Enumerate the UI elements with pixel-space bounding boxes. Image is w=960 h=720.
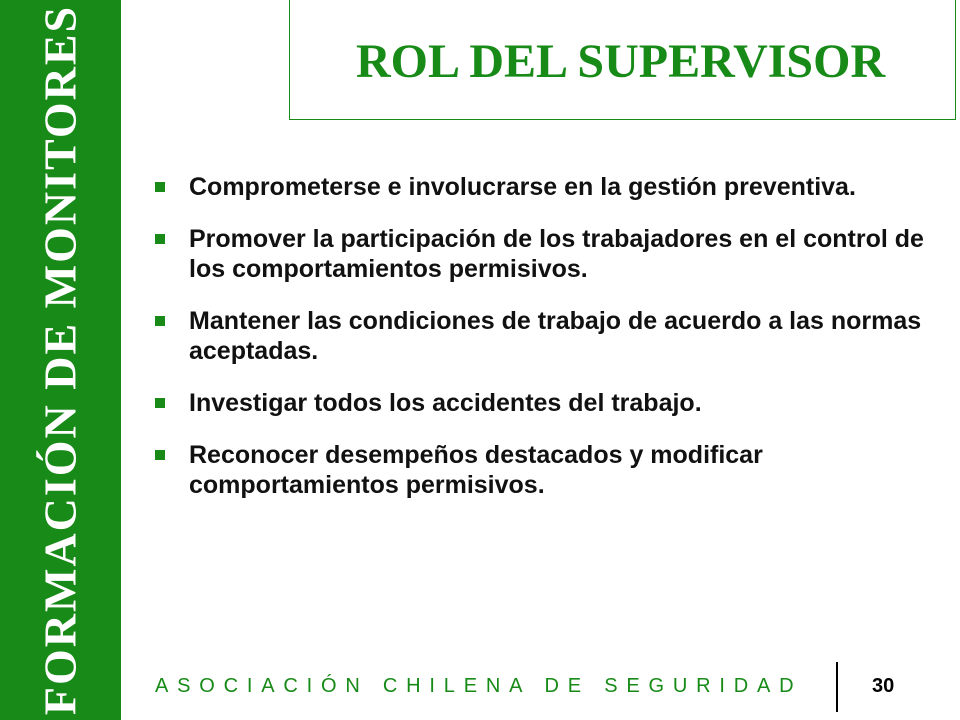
bullet-item: [155, 306, 925, 366]
sidebar-title: FORMACIÓN DE MONITORES: [34, 4, 86, 716]
bullet-item: [155, 440, 925, 500]
square-bullet-icon: [155, 450, 165, 460]
square-bullet-icon: [155, 182, 165, 192]
bullet-text: Comprometerse e involucrarse en la gestión preventiva.: [189, 173, 856, 201]
page-title: ROL DEL SUPERVISOR: [356, 35, 886, 88]
bullet-list: [155, 172, 925, 522]
sidebar: [0, 0, 121, 720]
square-bullet-icon: [155, 316, 165, 326]
bullet-text: Investigar todos los accidentes del trabajo.: [189, 389, 702, 417]
bullet-item: [155, 172, 925, 202]
bullet-text: Promover la participación de los trabajadores en el control de los comportamientos permisivos.: [189, 225, 924, 283]
bullet-item: [155, 224, 925, 284]
footer-organization: ASOCIACIÓN CHILENA DE SEGURIDAD: [155, 675, 803, 697]
bullet-text: Mantener las condiciones de trabajo de acuerdo a las normas aceptadas.: [189, 307, 922, 365]
slide-number: 30: [872, 675, 895, 697]
bullet-text: Reconocer desempeños destacados y modificar comportamientos permisivos.: [189, 441, 763, 499]
bullet-item: [155, 388, 925, 418]
square-bullet-icon: [155, 398, 165, 408]
footer-divider: [836, 662, 838, 712]
square-bullet-icon: [155, 234, 165, 244]
